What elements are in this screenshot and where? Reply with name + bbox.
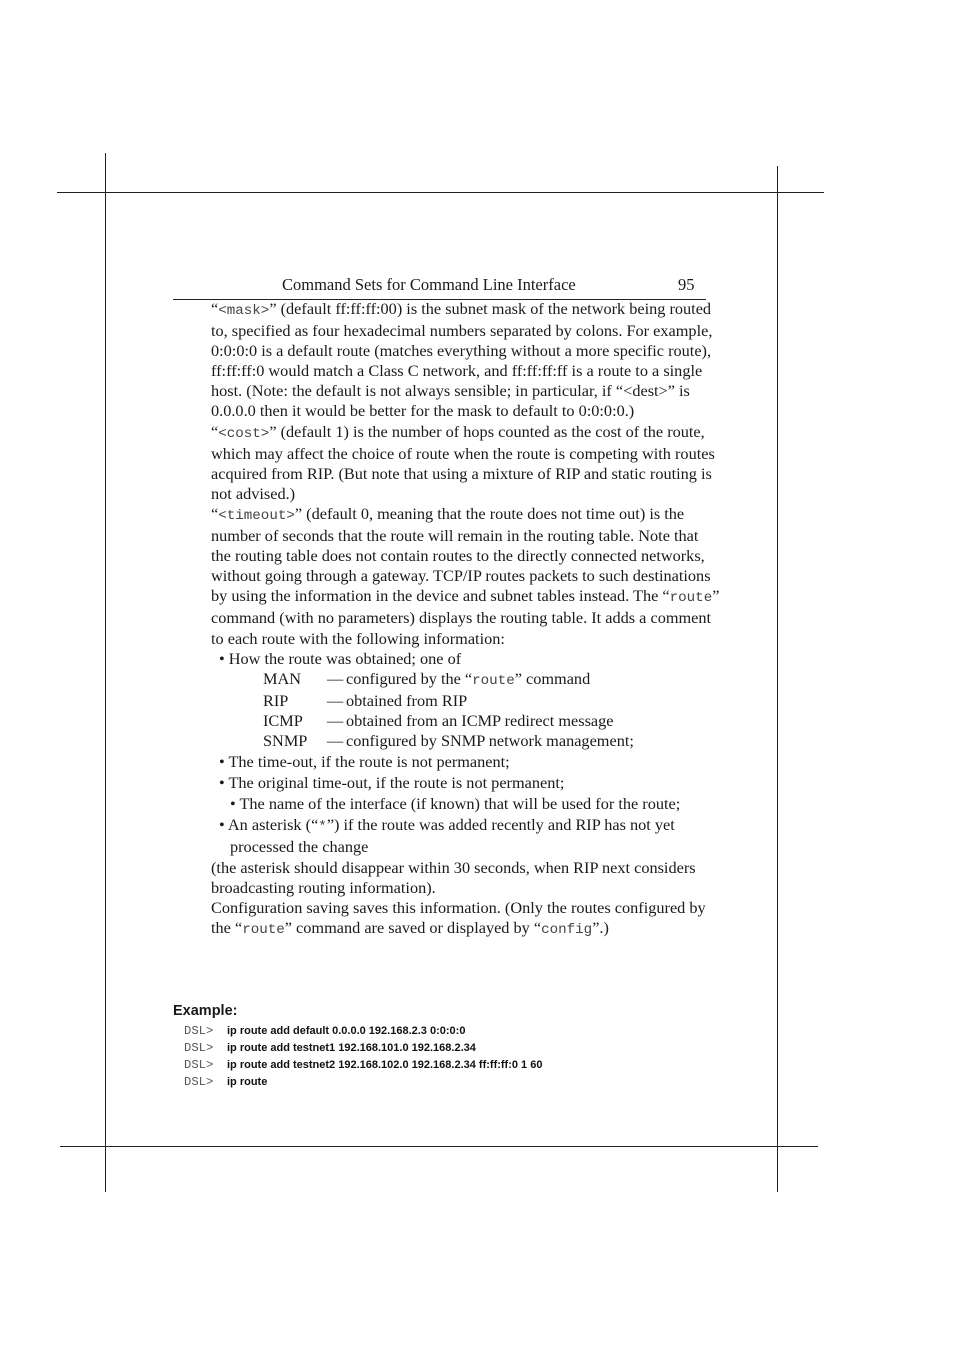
page-number: 95 — [678, 275, 695, 294]
cli-command: ip route add testnet1 192.168.101.0 192.168.2.34 — [227, 1042, 476, 1054]
example-heading: Example: — [173, 1003, 238, 1019]
config-command-word: config — [541, 921, 593, 938]
asterisk-symbol: * — [318, 819, 327, 836]
config-note: Configuration saving saves this information. (Only the routes configured by the “route” command are saved or displayed by “config”.) — [211, 897, 706, 938]
crop-mark-bottom-horizontal — [60, 1146, 818, 1147]
crop-mark-top-left-vertical — [105, 153, 106, 1192]
command-line — [184, 1072, 542, 1089]
cli-command: ip route add default 0.0.0.0 192.168.2.3 0:0:0:0 — [227, 1025, 466, 1037]
timeout-param: <timeout> — [218, 507, 295, 524]
mask-paragraph: “<mask>” (default ff:ff:ff:00) is the subnet mask of the network being routed to, specified as four hexadecimal numbers separated by colons. For example, 0:0:0:0 is a default route (matches everything without a more specific route), ff:ff:ff:0 would match a Class C network, and ff:ff:ff:ff is a route to a single host. (Note: the default is not always sensible; in particular, if “<dest>” is 0.0.0.0 then it would be better for the mask to default to 0:0:0:0.) — [211, 299, 713, 421]
bullet-interface: • The name of the interface (if known) that will be used for the route; — [230, 794, 681, 814]
example-commands — [184, 1021, 542, 1089]
bullet-timeout: • The time-out, if the route is not permanent; — [219, 752, 510, 772]
cli-prompt: DSL> — [184, 1024, 214, 1038]
method-dash: — — [327, 668, 344, 688]
cli-prompt: DSL> — [184, 1075, 214, 1089]
method-code: MAN — [263, 668, 301, 688]
method-row — [263, 669, 634, 691]
method-row — [263, 731, 634, 751]
method-code: SNMP — [263, 730, 308, 750]
method-code: ICMP — [263, 710, 303, 730]
command-line — [184, 1038, 542, 1055]
route-methods-table — [263, 669, 634, 751]
bullet-asterisk: • An asterisk (“*”) if the route was added recently and RIP has not yet processed the change — [219, 815, 675, 857]
method-dash: — — [327, 730, 344, 750]
method-row — [263, 691, 634, 711]
route-command-word: route — [669, 590, 713, 607]
method-row — [263, 711, 634, 731]
method-dash: — — [327, 690, 344, 710]
header-title: Command Sets for Command Line Interface — [282, 275, 576, 294]
cli-prompt: DSL> — [184, 1041, 214, 1055]
method-description: configured by the “route” command — [346, 668, 591, 689]
method-dash: — — [327, 710, 344, 730]
body-text — [211, 299, 721, 940]
crop-mark-top-right-vertical — [777, 166, 778, 1192]
method-description: obtained from an ICMP redirect message — [346, 710, 614, 730]
cli-command: ip route — [227, 1076, 268, 1088]
command-line — [184, 1055, 542, 1072]
cost-paragraph: “<cost>” (default 1) is the number of hops counted as the cost of the route, which may affect the choice of route when the route is competing with routes acquired from RIP. (But note that using a mixture of RIP and static routing is not advised.) — [211, 421, 715, 503]
bullet-original-timeout: • The original time-out, if the route is not permanent; — [219, 773, 565, 793]
cost-param: <cost> — [218, 425, 270, 442]
method-description: configured by SNMP network management; — [346, 730, 634, 750]
cli-command: ip route add testnet2 192.168.102.0 192.168.2.34 ff:ff:ff:0 1 60 — [227, 1059, 543, 1071]
timeout-paragraph: “<timeout>” (default 0, meaning that the route does not time out) is the number of seconds that the route will remain in the routing table. Note that the routing table does not contain routes to the directly connected networks, without going through a gateway. TCP/IP routes packets to such destinations by using the information in the device and subnet tables instead. The “route” command (with no parameters) displays the routing table. It adds a comment to each route with the following information: — [211, 503, 720, 648]
crop-mark-top-horizontal — [57, 192, 824, 193]
command-line — [184, 1021, 542, 1038]
cli-prompt: DSL> — [184, 1058, 214, 1072]
running-header — [173, 275, 706, 300]
mask-param: <mask> — [218, 303, 270, 319]
asterisk-note: (the asterisk should disappear within 30 seconds, when RIP next considers broadcasting routing information). — [211, 857, 696, 897]
route-command-word: route — [242, 921, 285, 938]
method-code: RIP — [263, 690, 289, 710]
bullet-how-obtained: • How the route was obtained; one of — [219, 648, 462, 668]
method-description: obtained from RIP — [346, 690, 468, 710]
